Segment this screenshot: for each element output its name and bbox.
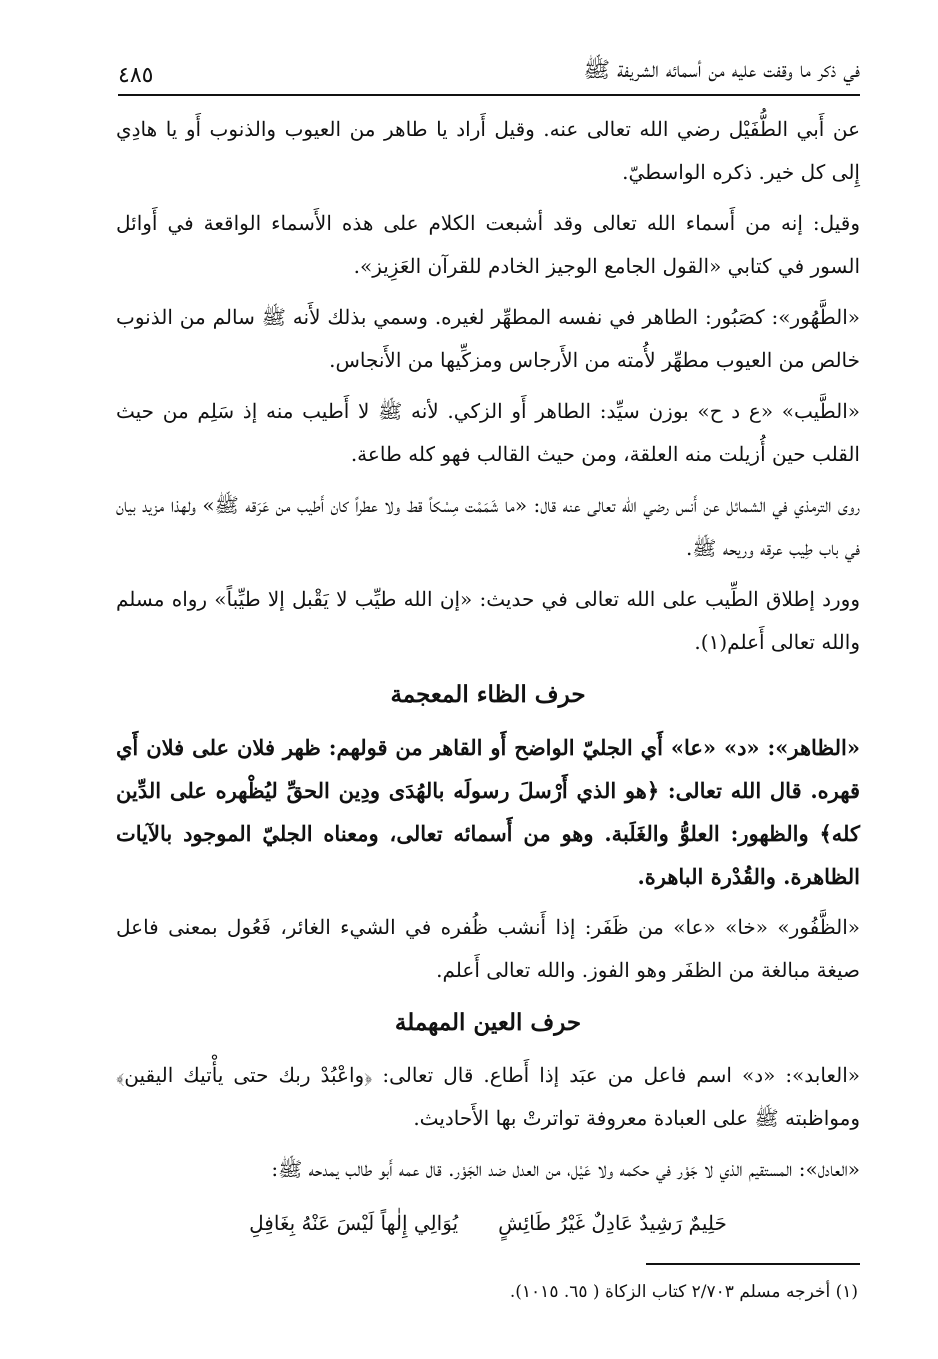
paragraph: عن أَبي الطُّفَيْل رضي الله تعالى عنه. وقيل أَراد يا طاهر من العيوب والذنوب أَو يا هادِي إِلى كل خير. ذكره الواسطيّ. [116, 117, 860, 184]
paragraph: «الظاهر»: «د» «عا» أَي الجليّ الواضح أَو القاهر من قولهم: ظهر فلان على فلان أَي قهره. قال الله تعالى: ﴿هو الذي أَرْسلَ رسولَه بالهُدَى ودِين الحقِّ ليُظْهره على الدِّين كله﴾ والظهور: العلوُّ والغَلَبة. وهو من أَسمائه تعالى، ومعناه الجليّ الموجود بالآيات الظاهرة. والقُدْرة الباهرة. [116, 735, 860, 889]
main-text [116, 108, 860, 1247]
paragraph: وورد إطلاق الطِّيب على الله تعالى في حديث: «إن الله طيِّب لا يَقْبل إلا طيِّباً» رواه مسلم والله تعالى أَعلم(١). [116, 587, 860, 654]
paragraph: «الطَّيب» «ع د ح» بوزن سيِّد: الطاهر أَو الزكي. لأنه ﷺ لا أَطيب منه إذ سَلِم من حيث القلب حين أُزيلت منه العلقة، ومن حيث القالب فهو كله طاعة. [116, 399, 860, 466]
paragraph: «العابد»: «د» اسم فاعل من عبَد إذا أَطاع. قال تعالى: ﴿واعْبُدْ ربك حتى يأْتيك اليقين﴾ ومواظبته ﷺ على العبادة معروفة تواترتْ بها الأَحاديث. [116, 1063, 860, 1130]
header-rule [118, 94, 860, 96]
verse-second-hemistich: يُوَالِي إِلٰهاً لَيْسَ عَنْهُ بِغَافِلِ [249, 1211, 459, 1235]
running-header [118, 52, 860, 88]
section-heading: حرف العين المهملة [394, 1009, 582, 1036]
footnote-rule [646, 1263, 860, 1265]
page-number: ٤٨٥ [118, 63, 154, 88]
paragraph: «الطَّهُور»: كصَبُور: الطاهر في نفسه المطهِّر لغيره. وسمي بذلك لأَنه ﷺ سالم من الذنوب خالص من العيوب مطهِّر لأُمته من الأَرجاس ومزكِّيها من الأَنجاس. [116, 305, 860, 372]
section-heading: حرف الظاء المعجمة [390, 681, 586, 708]
paragraph: وقيل: إنه من أَسماء الله تعالى وقد أشبعت الكلام على هذه الأَسماء الواقعة في أَوائل السور في كتابي «القول الجامع الوجيز الخادم للقرآن العَزِيز». [116, 211, 860, 278]
paragraph: روى الترمذي في الشمائل عن أَنس رضي الله تعالى عنه قال: «ما شَمَمْت مِسْكاً قط ولا عطراً كان أَطيب من عَرَقه ﷺ» ولهذا مزيد بيان في باب طِيب عرقه وريحه ﷺ. [116, 493, 860, 560]
paragraph: «الظَّفُور» «خا» «عا» من ظَفَر: إذا أَنشب ظُفره في الشيء الغائر، فَعُول بمعنى فاعل صيغة مبالغة من الظفَر وهو الفوز. والله تعالى أَعلم. [116, 915, 860, 982]
paragraph: «العادل»: المستقيم الذي لا جَوْر في حكمه ولا عَيْل، من العدل ضد الجَوْر. قال عمه أَبو طالب يمدحه ﷺ: [271, 1157, 860, 1181]
header-title: في ذكر ما وقفت عليه من أسمائه الشريفة ﷺ [583, 58, 860, 83]
poetry-verse [116, 1199, 860, 1247]
footnote: (١) أخرجه مسلم ٢/٧٠٣ كتاب الزكاة ( ٦٥. ١٠١٥). [509, 1282, 858, 1302]
verse-first-hemistich: حَلِيمٌ رَشِيدٌ عَادِلٌ غَيْرُ طَائِشٍ [498, 1211, 727, 1235]
